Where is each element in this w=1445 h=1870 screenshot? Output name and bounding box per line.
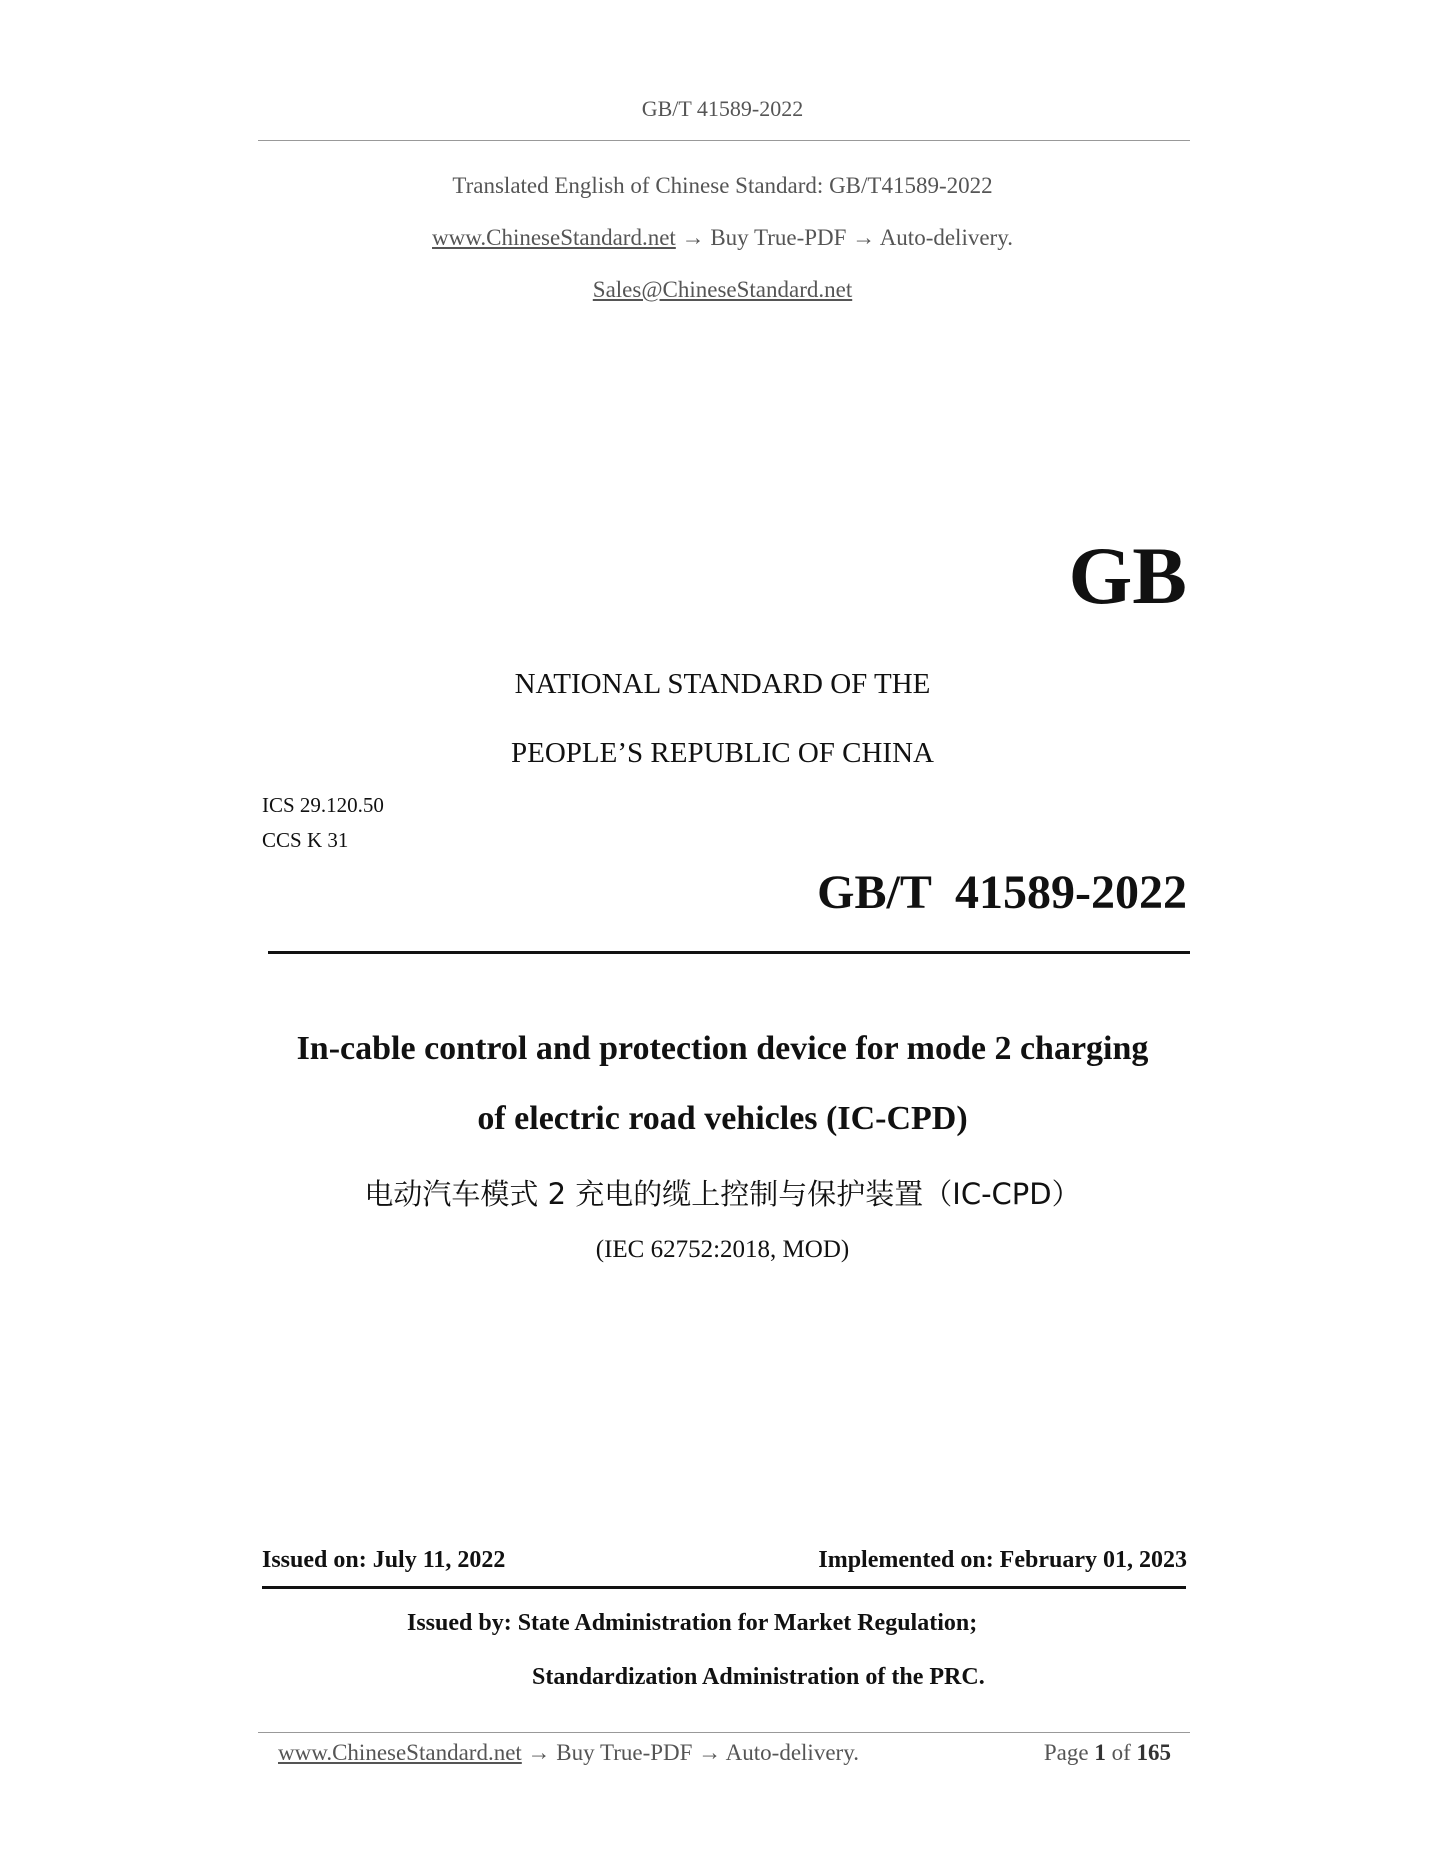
standard-number: GB/T 41589-2022 bbox=[817, 866, 1187, 919]
translation-notice: Translated English of Chinese Standard: GB/T41589-2022 bbox=[452, 173, 993, 198]
page-current: 1 bbox=[1094, 1740, 1106, 1765]
ics-code: ICS 29.120.50 bbox=[262, 793, 384, 817]
ccs-code: CCS K 31 bbox=[262, 828, 349, 852]
arrow-right-icon: → bbox=[698, 1740, 722, 1765]
auto-delivery-text: Auto-delivery. bbox=[879, 225, 1013, 250]
adoption-reference: (IEC 62752:2018, MOD) bbox=[595, 1236, 850, 1263]
dates-divider bbox=[262, 1586, 1186, 1589]
gb-logo-mark: GB bbox=[1068, 530, 1187, 621]
header-divider bbox=[258, 140, 1190, 141]
footer-purchase-line bbox=[278, 1740, 859, 1766]
purchase-line bbox=[0, 225, 1445, 251]
national-standard-line1: NATIONAL STANDARD OF THE bbox=[514, 668, 931, 700]
standard-number-divider bbox=[268, 951, 1190, 954]
issued-by-line2: Standardization Administration of the PRC. bbox=[532, 1664, 985, 1690]
running-header: GB/T 41589-2022 bbox=[641, 96, 804, 121]
email-line bbox=[0, 277, 1445, 303]
issued-on-date: Issued on: July 11, 2022 bbox=[262, 1547, 506, 1573]
page-total: 165 bbox=[1136, 1740, 1171, 1765]
footer-buy-text: Buy True-PDF bbox=[556, 1740, 693, 1765]
page-counter bbox=[1044, 1740, 1171, 1766]
site-link[interactable]: www.ChineseStandard.net bbox=[432, 225, 676, 250]
implemented-on-date: Implemented on: February 01, 2023 bbox=[818, 1547, 1187, 1573]
arrow-right-icon: → bbox=[527, 1740, 551, 1765]
title-line2: of electric road vehicles (IC-CPD) bbox=[477, 1100, 968, 1137]
arrow-right-icon: → bbox=[852, 225, 876, 250]
national-standard-line2: PEOPLE’S REPUBLIC OF CHINA bbox=[511, 737, 934, 769]
title-line1: In-cable control and protection device for mode 2 charging bbox=[296, 1030, 1149, 1067]
page-of-label: of bbox=[1111, 1740, 1131, 1765]
footer-auto-delivery-text: Auto-delivery. bbox=[725, 1740, 859, 1765]
title-chinese: 电动汽车模式 2 充电的缆上控制与保护装置（IC-CPD） bbox=[364, 1177, 1081, 1211]
footer-site-link[interactable]: www.ChineseStandard.net bbox=[278, 1740, 522, 1765]
sales-email-link[interactable]: Sales@ChineseStandard.net bbox=[592, 277, 853, 302]
issued-by-line1: Issued by: State Administration for Market Regulation; bbox=[407, 1610, 978, 1636]
buy-true-pdf-text: Buy True-PDF bbox=[710, 225, 847, 250]
arrow-right-icon: → bbox=[681, 225, 705, 250]
page-label: Page bbox=[1043, 1740, 1089, 1765]
footer-divider bbox=[258, 1732, 1190, 1733]
